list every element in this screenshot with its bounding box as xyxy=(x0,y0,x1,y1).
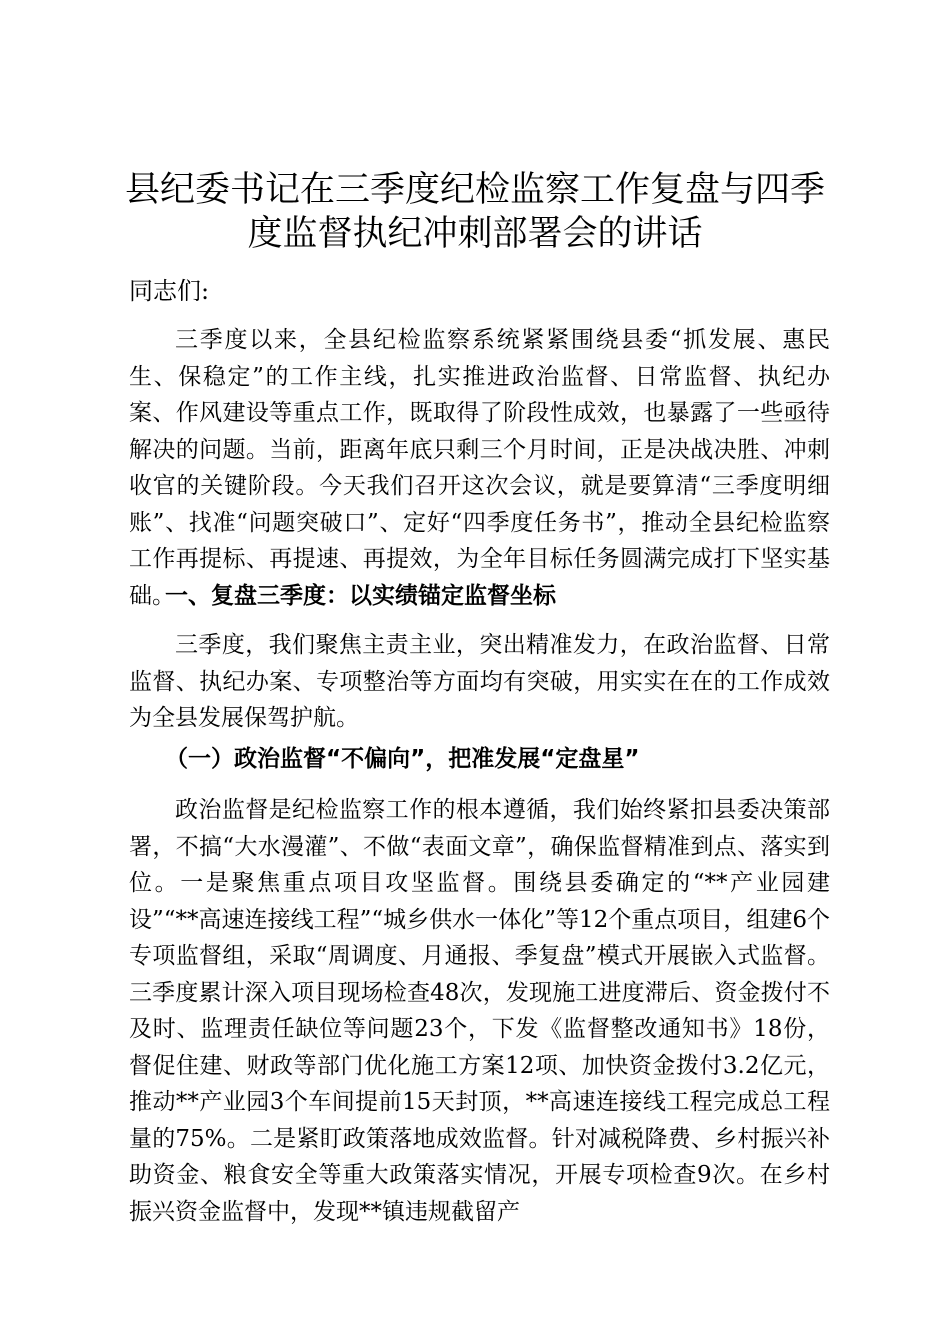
paragraph-section-1: 三季度，我们聚焦主责主业，突出精准发力，在政治监督、日常监督、执纪办案、专项整治等方面均有突破，用实实在在的工作成效为全县发展保驾护航。 xyxy=(129,632,830,731)
salutation: 同志们: xyxy=(129,277,210,305)
paragraph-subsection-1: 政治监督是纪检监察工作的根本遵循，我们始终紧扣县委决策部署，不搞“大水漫灌”、不做“表面文章”，确保监督精准到点、落实到位。一是聚焦重点项目攻坚监督。围绕县委确定的“**产业园建设”“**高速连接线工程”“城乡供水一体化”等12个重点项目，组建6个专项监督组，采取“周调度、月通报、季复盘”模式开展嵌入式监督。三季度累计深入项目现场检查48次，发现施工进度滞后、资金拨付不及时、监理责任缺位等问题23个，下发《监督整改通知书》18份，督促住建、财政等部门优化施工方案12项、加快资金拨付3.2亿元，推动**产业园3个车间提前15天封顶，**高速连接线工程完成总工程量的75%。二是紧盯政策落地成效监督。针对减税降费、乡村振兴补助资金、粮食安全等重大政策落实情况，开展专项检查9次。在乡村振兴资金监督中，发现**镇违规截留产 xyxy=(129,797,830,1225)
document-title: 县纪委书记在三季度纪检监察工作复盘与四季度监督执纪冲刺部署会的讲话 xyxy=(124,170,825,254)
section-heading-1: 一、复盘三季度：以实绩锚定监督坐标 xyxy=(165,583,556,609)
subsection-heading-1: （一）政治监督“不偏向”，把准发展“定盘星” xyxy=(165,746,640,772)
paragraph-intro: 三季度以来，全县纪检监察系统紧紧围绕县委“抓发展、惠民生、保稳定”的工作主线，扎实推进政治监督、日常监督、执纪办案、作风建设等重点工作，既取得了阶段性成效，也暴露了一些亟待解决的问题。当前，距离年底只剩三个月时间，正是决战决胜、冲刺收官的关键阶段。今天我们召开这次会议，就是要算清“三季度明细账”、找准“问题突破口”、定好“四季度任务书”，推动全县纪检监察工作再提标、再提速、再提效，为全年目标任务圆满完成打下坚实基础。 xyxy=(129,327,830,609)
